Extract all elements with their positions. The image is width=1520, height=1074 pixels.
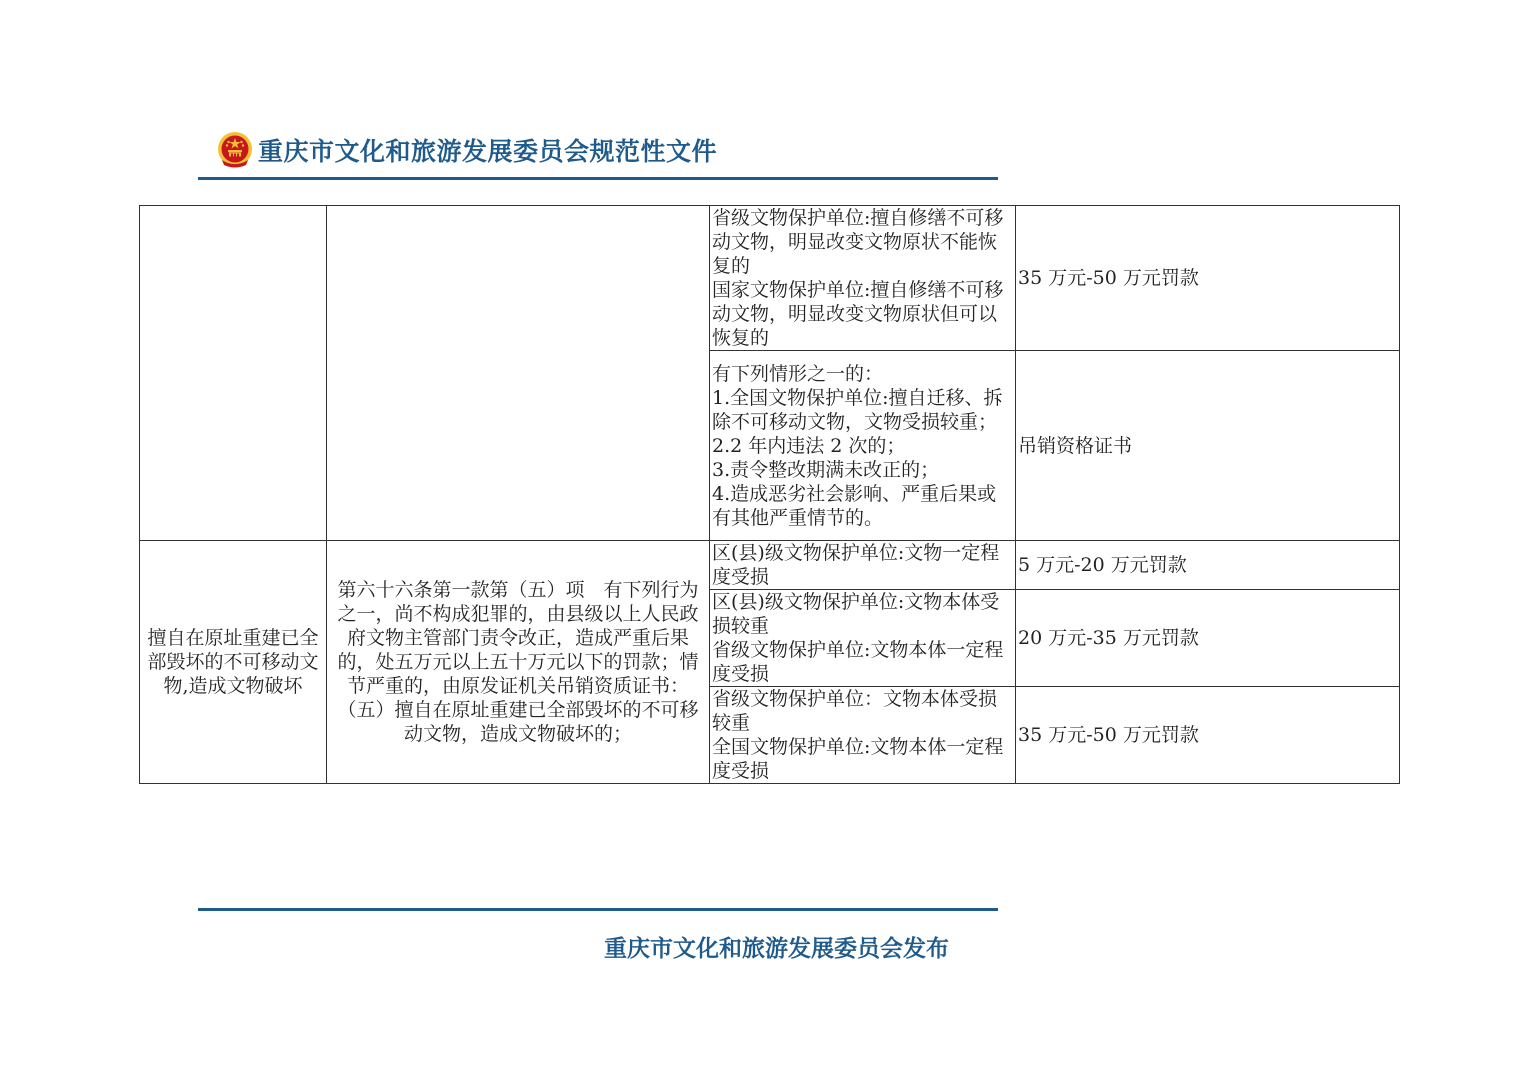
condition-cell: 区(县)级文物保护单位:文物一定程度受损 (710, 541, 1016, 590)
national-emblem-icon (216, 130, 254, 170)
table-row (140, 206, 1400, 351)
publisher-footer: 重庆市文化和旅游发展委员会发布 (604, 935, 949, 962)
footer-divider (198, 908, 998, 911)
table-row (140, 541, 1400, 590)
document-header-title: 重庆市文化和旅游发展委员会规范性文件 (258, 137, 718, 166)
penalty-cell: 5 万元-20 万元罚款 (1016, 541, 1400, 590)
legal-basis-cell-empty (327, 206, 710, 541)
penalty-cell: 20 万元-35 万元罚款 (1016, 590, 1400, 687)
legal-basis-cell: 第六十六条第一款第（五）项 有下列行为之一，尚不构成犯罪的，由县级以上人民政府文物主管部门责令改正，造成严重后果的，处五万元以上五十万元以下的罚款；情节严重的，由原发证机关吊销资质证书：（五）擅自在原址重建已全部毁坏的不可移动文物，造成文物破坏的； (327, 541, 710, 784)
condition-cell: 有下列情形之一的： 1.全国文物保护单位:擅自迁移、拆除不可移动文物，文物受损较重； 2.2 年内违法 2 次的； 3.责令整改期满未改正的； 4.造成恶劣社会影响、严重后果或有其他严重情节的。 (710, 351, 1016, 541)
behavior-cell-empty (140, 206, 327, 541)
condition-cell: 区(县)级文物保护单位:文物本体受损较重 省级文物保护单位:文物本体一定程度受损 (710, 590, 1016, 687)
condition-cell: 省级文物保护单位：文物本体受损较重 全国文物保护单位:文物本体一定程度受损 (710, 687, 1016, 784)
penalty-table (139, 205, 1400, 784)
header-divider (198, 177, 998, 180)
condition-cell: 省级文物保护单位:擅自修缮不可移动文物，明显改变文物原状不能恢复的 国家文物保护单位:擅自修缮不可移动文物，明显改变文物原状但可以恢复的 (710, 206, 1016, 351)
penalty-cell: 35 万元-50 万元罚款 (1016, 687, 1400, 784)
document-header (216, 130, 717, 170)
penalty-cell: 吊销资格证书 (1016, 351, 1400, 541)
behavior-cell: 擅自在原址重建已全部毁坏的不可移动文物,造成文物破坏 (140, 541, 327, 784)
penalty-cell: 35 万元-50 万元罚款 (1016, 206, 1400, 351)
